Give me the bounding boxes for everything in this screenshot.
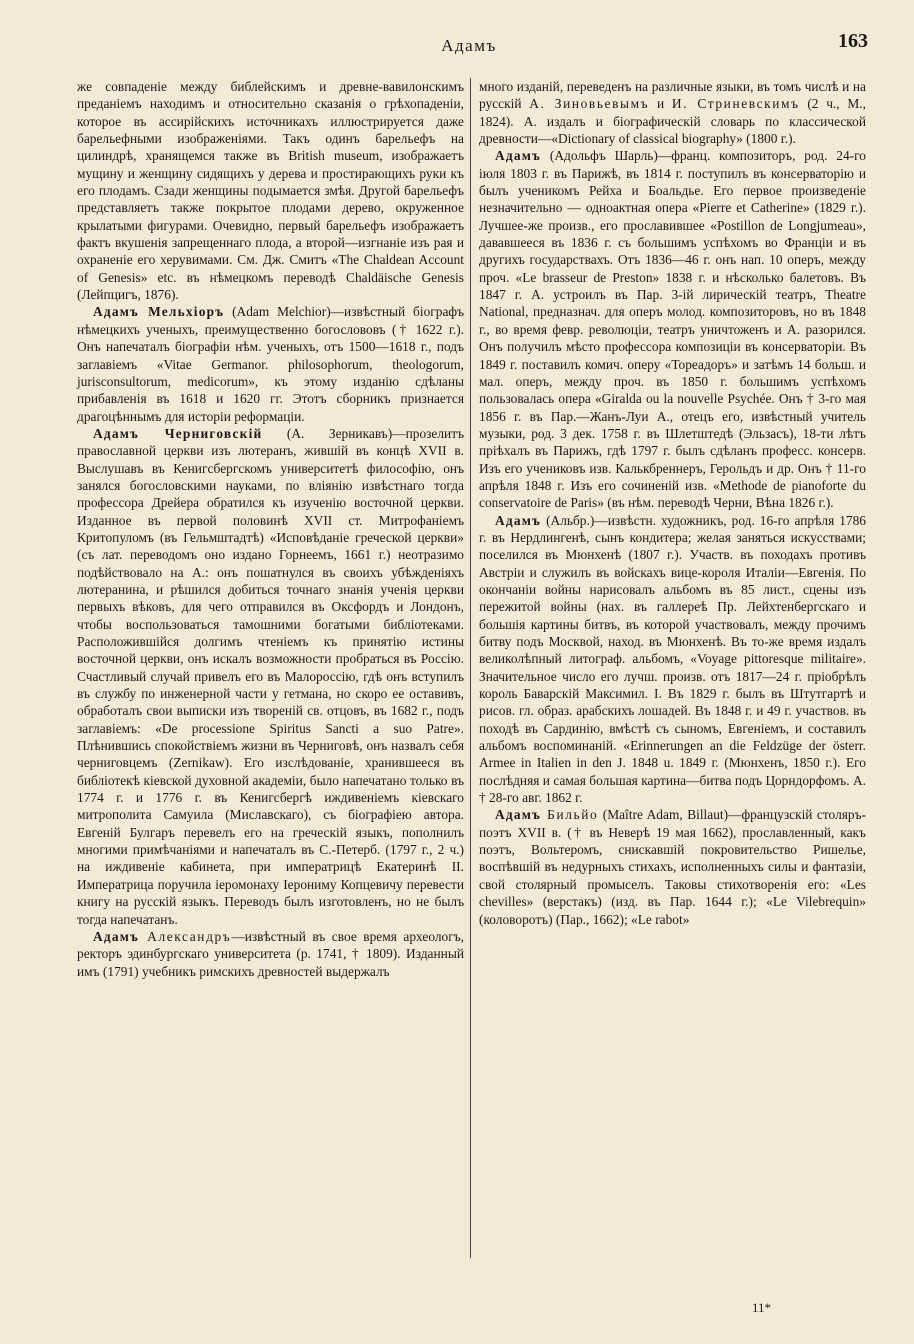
entry-adam-albrecht bbox=[479, 512, 866, 807]
entry-text: (Adam Melchior)—извѣстный біографъ нѣмецкихъ ученыхъ, преимущественно богослововъ († 1622 г.). Онъ напечаталъ біографіи нѣм. ученыхъ, отъ 1500—1618 г., подъ заглавіемъ «Vitae Germanor. philosophorum, theologorum, jurisconsultorum, medicorum», къ этому изданію сдѣланы прибавленія въ 1618 и 1620 гг. Этотъ сборникъ признается драгоцѣннымъ для исторіи реформаціи. bbox=[77, 304, 465, 424]
running-title: Адамъ bbox=[441, 36, 497, 55]
entry-adam-adolphe bbox=[479, 147, 866, 511]
text-fragment: много изданій, переведенъ на различные языки, въ томъ числѣ и на русскій bbox=[479, 79, 866, 112]
entry-name: Бильйо bbox=[541, 807, 599, 823]
translator-name: А. Зиновьевымъ bbox=[529, 96, 650, 112]
text-fragment: и bbox=[649, 96, 672, 112]
entry-text: (Адольфъ Шарль)—франц. композиторъ, род. 24-го іюля 1803 г. въ Парижѣ, въ 1814 г. поступилъ въ консерваторію и былъ ученикомъ Рейха и Боальдье. Его первое произведеніе незначительно — одноактная опера «Pierre et Catherine» (1829 г.). Лучшее-же произв., его прославившее «Postillon de Longjumeau», дававшееся въ 1836 г. съ большимъ успѣхомъ во Франціи и въ другихъ государствахъ. Отъ 1836—46 г. онъ нап. 10 оперъ, между проч. «Le brasseur de Preston» 1838 г. и нѣсколько балетовъ. Въ 1847 г. А. устроилъ въ Пар. 3-ій лирическій театръ, Theatre National, предназнач. для оперъ молод. композиторовъ, но въ 1848 г., во время февр. революціи, театръ уничтоженъ и А. разорился. Онъ получилъ мѣсто профессора композиціи въ консерваторіи. Въ 1849 г. поставилъ комич. оперу «Тореадоръ» и затѣмъ 14 больш. и мал. оперъ, между проч. въ 1850 г. большимъ успѣхомъ пользовалась опера «Giralda ou la nouvelle Psychée. Онъ † 3-го мая 1856 г. въ Пар.—Жанъ-Луи А., отецъ его, извѣстный учитель музыки, род. 3 дек. 1758 г. въ Шлетштедѣ (Эльзасъ), 18-ти лѣтъ пріѣхалъ въ Парижъ, гдѣ 1797 г. былъ сдѣланъ професс. консерв. Изъ его учениковъ изв. Калькбреннеръ, Герольдъ и др. Онъ † 11-го апрѣля 1848 г. Изъ его сочиненій изв. «Methode de pianoforte du conservatoire de Paris» (въ нѣм. переводѣ Черни, Вѣна 1826 г.). bbox=[479, 148, 866, 511]
entry-headword: Адамъ Мельхіоръ bbox=[93, 304, 225, 320]
translator-name: И. Стриневскимъ bbox=[671, 96, 800, 112]
entry-text: (А. Зерникавъ)—прозелитъ православной церкви изъ лютеранъ, жившій въ концѣ XVII в. Выслушавъ въ Кенигсбергскомъ университетѣ философію, онъ занялся богословскими науками, по вліянію извѣстнаго тогда профессора Дрейера обратился къ изученію восточной церкви. Изданное въ первой половинѣ XVII ст. Митрофаніемъ Критопуломъ (въ Гельмштадтѣ) «Исповѣданіе греческой церкви» (съ лат. переводомъ оно издано Горнеемъ, 1661 г.) неотразимо подѣйствовало на А.: онъ пошатнулся въ своихъ убѣжденіяхъ лютеранина, и рѣшился добиться точнаго знанія ученія церкви первыхъ вѣковъ, для чего отправился въ Оксфордъ и Лондонъ, чтобы воспользоваться тамошними богатыми библіотеками. Расположившійся долгимъ чтеніемъ къ принятію истины восточной церкви, онъ искалъ возможности пробраться въ Россію. Счастливый случай привелъ его въ Малороссію, гдѣ онъ вступилъ въ службу по инженерной части у гетмана, но скоро ее оставивъ, обработалъ свои выписки изъ твореній св. отцовъ, въ 1682 г., подъ заглавіемъ: «De processione Spiritus Sancti a suo Patre». Плѣнившись спокойствіемъ жизни въ Черниговѣ, онъ назвалъ себя черниговцемъ (Zernikaw). Его изслѣдованіе, хранившееся въ библіотекѣ кіевской духовной академіи, было напечатано только въ 1774 г. и 1776 г. въ Кенигсбергѣ иждивеніемъ кіевскаго митрополита Самуила (Миславскаго), съ біографіею автора. Евгеній Булгаръ перевелъ его на греческій языкъ, пополнилъ многими примѣчаніями и напечаталъ въ С.-Петерб. (1797 г., 2 ч.) на иждивеніе кабинета, при императрицѣ Екатеринѣ II. Императрица поручила іеромонаху Іерониму Копцевичу перевести книгу на русскій языкъ. Переводъ былъ изготовленъ, но не былъ тогда напечатанъ. bbox=[77, 425, 464, 927]
column-divider bbox=[470, 78, 471, 1258]
entry-headword: Адамъ bbox=[495, 512, 542, 528]
entry-text: (Maître Adam, Billaut)—французскій столяръ-поэтъ XVII в. († въ Неверѣ 19 мая 1662), прославленный, какъ поэтъ, Вольтеромъ, снискавшій покровительство Ришелье, воспѣвшій въ недурныхъ стихахъ, исполненныхъ силы и фантазіи, свой столярный промыселъ. Таковы стихотворенія его: «Les chevilles» (верстакъ) (изд. въ Пар. 1644 г.); «Le Vilebrequin» (коловоротъ) (Пар., 1662); «Le rabot» bbox=[479, 807, 866, 927]
entry-adam-melchior bbox=[77, 303, 464, 424]
page-number: 163 bbox=[838, 30, 868, 52]
entry-text: —извѣстный въ свое время археологъ, ректоръ эдинбургскаго университета (р. 1741, † 1809). Изданный имъ (1791) учебникъ римскихъ древностей выдержалъ bbox=[77, 928, 464, 979]
paragraph-continuation bbox=[479, 78, 866, 147]
entry-adam-billaut bbox=[479, 806, 866, 927]
right-column bbox=[479, 78, 866, 928]
entry-headword: Адамъ bbox=[93, 928, 140, 944]
entry-text: (Альбр.)—извѣстн. художникъ, род. 16-го апрѣля 1786 г. въ Нердлингенѣ, сынъ кондитера; желая заняться искусствами; поселился въ Мюнхенѣ (1807 г.). Участв. въ походахъ противъ Австріи и служилъ въ войскахъ вице-короля Италіи—Евгенія. По окончаніи войны нарисовалъ альбомъ въ 85 лист., сцены изъ пережитой войны (нах. въ галлереѣ Пр. Лейхтенбергскаго и большія картины битвъ, въ которой участвовалъ, между прочимъ битву подъ Москвой, наход. въ Мюнхенѣ. Въ то-же время издалъ великолѣпный литограф. альбомъ, «Voyage pittoresque militaire». Значительное число его лучш. произв. отъ 1817—24 г. пріобрѣлъ король Баварскій Максимил. I. Въ 1829 г. былъ въ Штутгартѣ и рисов. гл. образ. арабскихъ лошадей. Въ 1848 г. и 49 г. участвов. въ походѣ въ Сардинію, вмѣстѣ съ сыномъ, Евгеніемъ, и составилъ альбомъ воспоминаній. «Erinnerungen an die Feldzüge der österr. Armee in Italien in den J. 1848 u. 1849 г. (Мюнхенъ, 1850 г.). Его послѣдняя и самая большая картина—битва подъ Цорндорфомъ. А. † 28-го авг. 1862 г. bbox=[479, 512, 866, 806]
signature-mark: 11* bbox=[752, 1300, 772, 1315]
paragraph-continuation: же совпаденіе между библейскимъ и древне-вавилонскимъ преданіемъ находимъ и относительно сказанія о грѣхопаденіи, которое въ ассирійскихъ источникахъ иллюстрируется даже барельефными изображеніями. Такъ одинъ барельефъ на цилиндрѣ, хранящемся также въ British museum, изображаетъ мущину и женщину сидящихъ у дерева и простирающихъ руки къ его плодамъ. Сзади женщины подымается змѣя. Другой барельефъ представляетъ также покрытое плодами дерево, окруженное крылатыми фигурами. Очевидно, первый барельефъ изображаетъ фактъ вкушенія запрещеннаго плода, а второй—изгнаніе изъ рая и охраненіе его херувимами. См. Дж. Смитъ «The Chaldean Account of Genesis» etc. въ нѣмецкомъ переводѣ Chaldäische Genesis (Лейпцигъ, 1876). bbox=[77, 79, 464, 303]
entry-name: Александръ bbox=[139, 928, 232, 944]
entry-adam-chernigovsky bbox=[77, 425, 464, 928]
entry-headword: Адамъ bbox=[495, 148, 542, 164]
page-header bbox=[70, 30, 868, 60]
entry-headword: Адамъ Черниговскій bbox=[93, 425, 263, 441]
entry-headword: Адамъ bbox=[495, 807, 542, 823]
entry-adam-alexander bbox=[77, 928, 464, 980]
text-fragment: (2 ч., М., 1824). А. издалъ и біографическій словарь по классической древности—«Dictionary of classical biography» (1800 г.). bbox=[479, 96, 866, 147]
left-column bbox=[77, 78, 464, 980]
